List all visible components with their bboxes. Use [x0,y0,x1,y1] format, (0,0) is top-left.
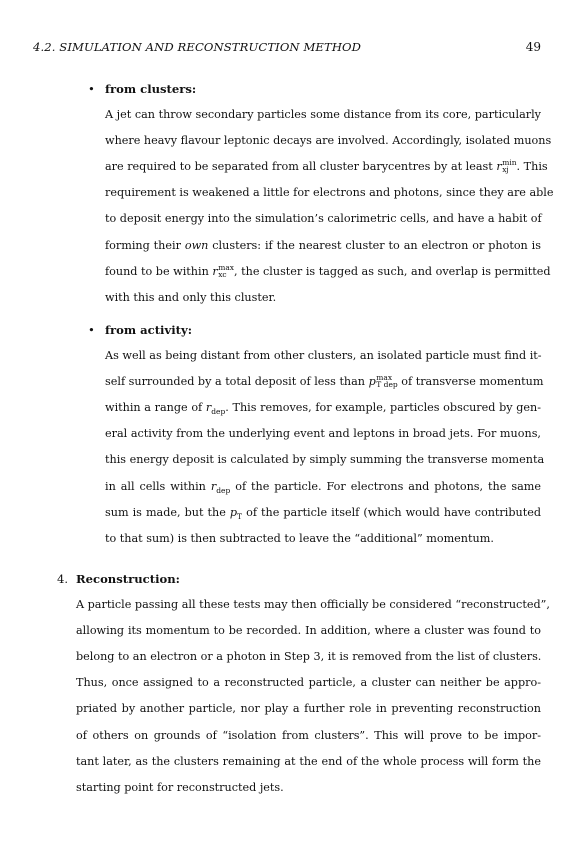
paragraph-line: requirement is weakened a little for electrons and photons, since they are able [105,186,554,200]
bullet-heading [88,76,541,102]
paragraph-line: to deposit energy into the simulation’s calorimetric cells, and have a habit of [105,212,542,226]
math-r-dep: $r_{dep}$ [205,401,226,417]
paragraph-line: allowing its momentum to be recorded. In addition, where a cluster was found to [76,624,541,638]
paragraph-line: belong to an electron or a photon in Step 3, it is removed from the list of clusters. [76,650,542,664]
bullet-heading [88,317,541,343]
paragraph-line: of others on grounds of “isolation from clusters”. This will prove to be impor- [76,728,541,742]
paragraph-line: to that sum) is then subtracted to leave the “additional” momentum. [105,531,494,545]
running-header [33,40,541,58]
step-reconstruction [57,566,550,801]
step-heading [57,566,541,592]
bullet-title: from clusters: [105,82,197,96]
bullet-marker: • [88,323,95,337]
paragraph-line: starting point for reconstructed jets. [76,780,284,794]
paragraph-line: where heavy flavour leptonic decays are involved. Accordingly, isolated muons [105,134,552,148]
paragraph-line: are required to be separated from all cluster barycentres by at least r min xj . This [105,158,548,175]
bullet-from-activity [88,317,545,552]
step-number: 4. [57,572,69,586]
bullet-from-clusters [88,76,554,311]
paragraph-line: A particle passing all these tests may then officially be considered “reconstructed”, [76,598,550,612]
paragraph-line: sum is made, but the $p_T$ of the particle itself (which would have contributed [105,505,541,521]
paragraph-line: forming their own clusters: if the nearest cluster to an electron or photon is [105,238,541,252]
bullet-marker: • [88,82,95,96]
section-heading: 4.2. SIMULATION AND RECONSTRUCTION METHOD [33,40,362,54]
bullet-title: from activity: [105,323,192,337]
paragraph-line: this energy deposit is calculated by simply summing the transverse momenta [105,453,545,467]
paragraph-line: self surrounded by a total deposit of less than p max T dep of transverse momentum [105,373,544,390]
paragraph-line: with this and only this cluster. [105,290,277,304]
math-p-t: $p_T$ [229,505,243,521]
emphasis-own: own [184,238,209,252]
paragraph-line: A jet can throw secondary particles some distance from its core, particularly [105,108,541,122]
step-title: Reconstruction: [76,572,180,586]
paragraph-line: in all cells within $r_{dep}$ of the particle. For electrons and photons, the same [105,479,541,495]
paragraph-line: Thus, once assigned to a reconstructed particle, a cluster can neither be appro- [76,676,541,690]
paragraph-line: priated by another particle, nor play a further role in preventing reconstruction [76,702,541,716]
paragraph-line: tant later, as the clusters remaining at the end of the whole process will form the [76,754,541,768]
paragraph-line: eral activity from the underlying event and leptons in broad jets. For muons, [105,427,541,441]
math-pt-max-dep: p max T dep [368,373,398,390]
paragraph-line: found to be within r max xc , the cluster is tagged as such, and overlap is permitted [105,262,551,279]
page-number: 49 [525,40,541,54]
paragraph-line: As well as being distant from other clusters, an isolated particle must find it- [105,349,542,363]
math-r-xc-max: r max xc [212,262,235,279]
paragraph-line: within a range of $r_{dep}$. This removes, for example, particles obscured by gen- [105,401,542,417]
math-r-xj-min: r min xj [496,158,517,175]
math-r-dep: $r_{dep}$ [210,479,231,495]
